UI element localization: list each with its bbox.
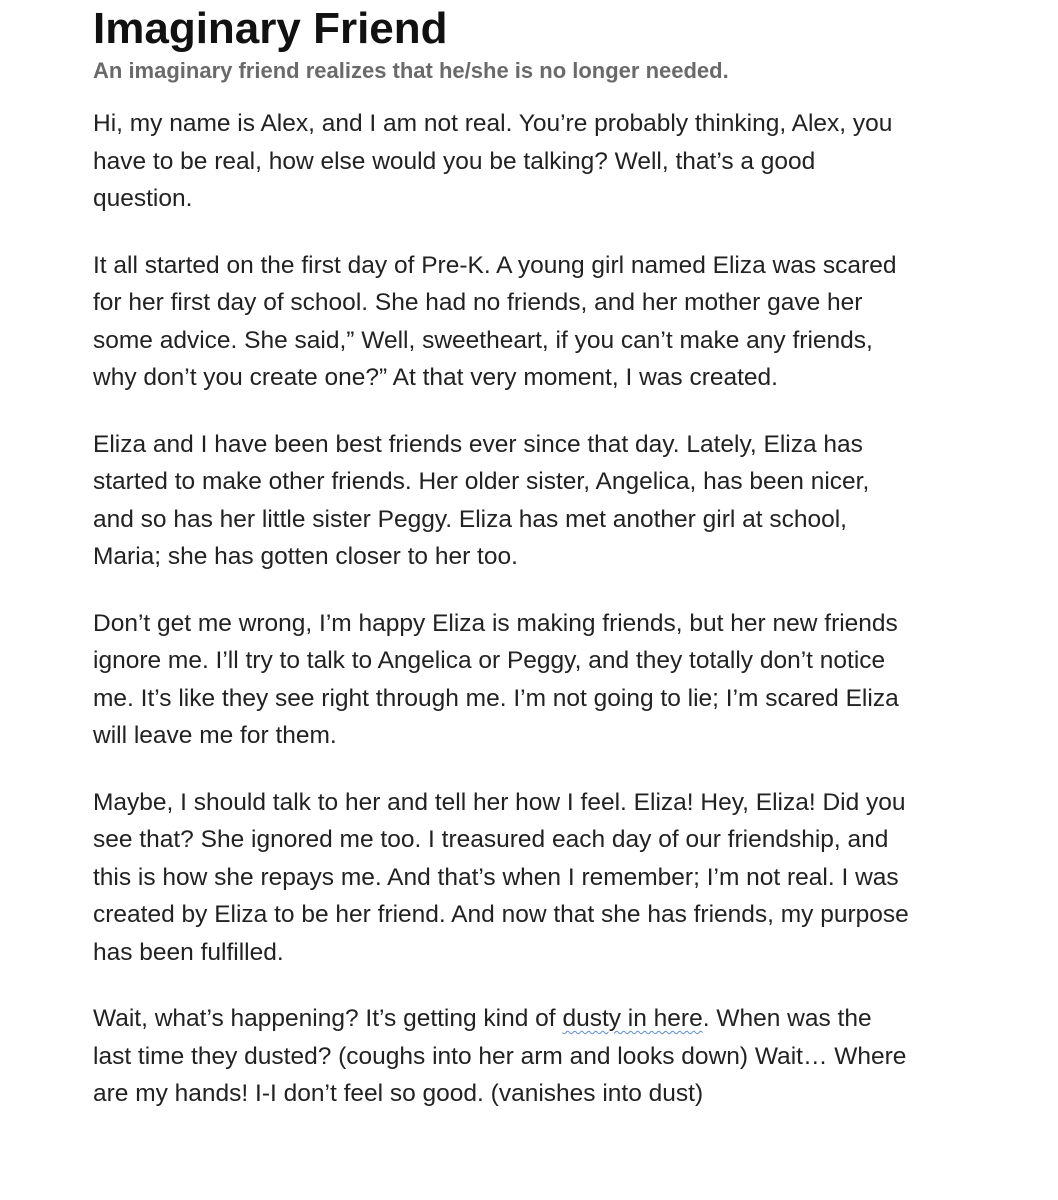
paragraph-1: Hi, my name is Alex, and I am not real. You’re probably thinking, Alex, you have to be real, how else would you be talking? Well, that’s a good question. xyxy=(93,110,893,212)
paragraph-6 xyxy=(93,1000,913,1113)
paragraph-4: Don’t get me wrong, I’m happy Eliza is making friends, but her new friends ignore me. I’ll try to talk to Angelica or Peggy, and they totally don’t notice me. It’s like they see right through me. I’m not going to lie; I’m scared Eliza will leave me for them. xyxy=(93,609,899,749)
document-title: Imaginary Friend xyxy=(93,4,448,53)
document-page xyxy=(93,0,913,1142)
paragraph-5: Maybe, I should talk to her and tell her how I feel. Eliza! Hey, Eliza! Did you see that? She ignored me too. I treasured each day of our friendship, and this is how she repays me. And that’s when I remember; I’m not real. I was created by Eliza to be her friend. And now that she has friends, my purpose has been fulfilled. xyxy=(93,788,909,966)
paragraph-3: Eliza and I have been best friends ever since that day. Lately, Eliza has started to make other friends. Her older sister, Angelica, has been nicer, and so has her little sister Peggy. Eliza has met another girl at school, Maria; she has gotten closer to her too. xyxy=(93,430,870,570)
spellcheck-flagged-phrase[interactable]: dusty in here xyxy=(562,1005,703,1032)
document-subtitle: An imaginary friend realizes that he/she is no longer needed. xyxy=(93,58,729,83)
paragraph-2: It all started on the first day of Pre-K. A young girl named Eliza was scared for her first day of school. She had no friends, and her mother gave her some advice. She said,” Well, sweetheart, if you can’t make any friends, why don’t you create one?” At that very moment, I was created. xyxy=(93,251,897,391)
paragraph-6-text-start: Wait, what’s happening? It’s getting kind of xyxy=(93,1005,563,1032)
paragraph-6-text-end: . When was the last time they dusted? (coughs into her arm and looks down) Wait… Where are my hands! I-I don’t feel so good. (vanishes into dust) xyxy=(93,1005,907,1107)
